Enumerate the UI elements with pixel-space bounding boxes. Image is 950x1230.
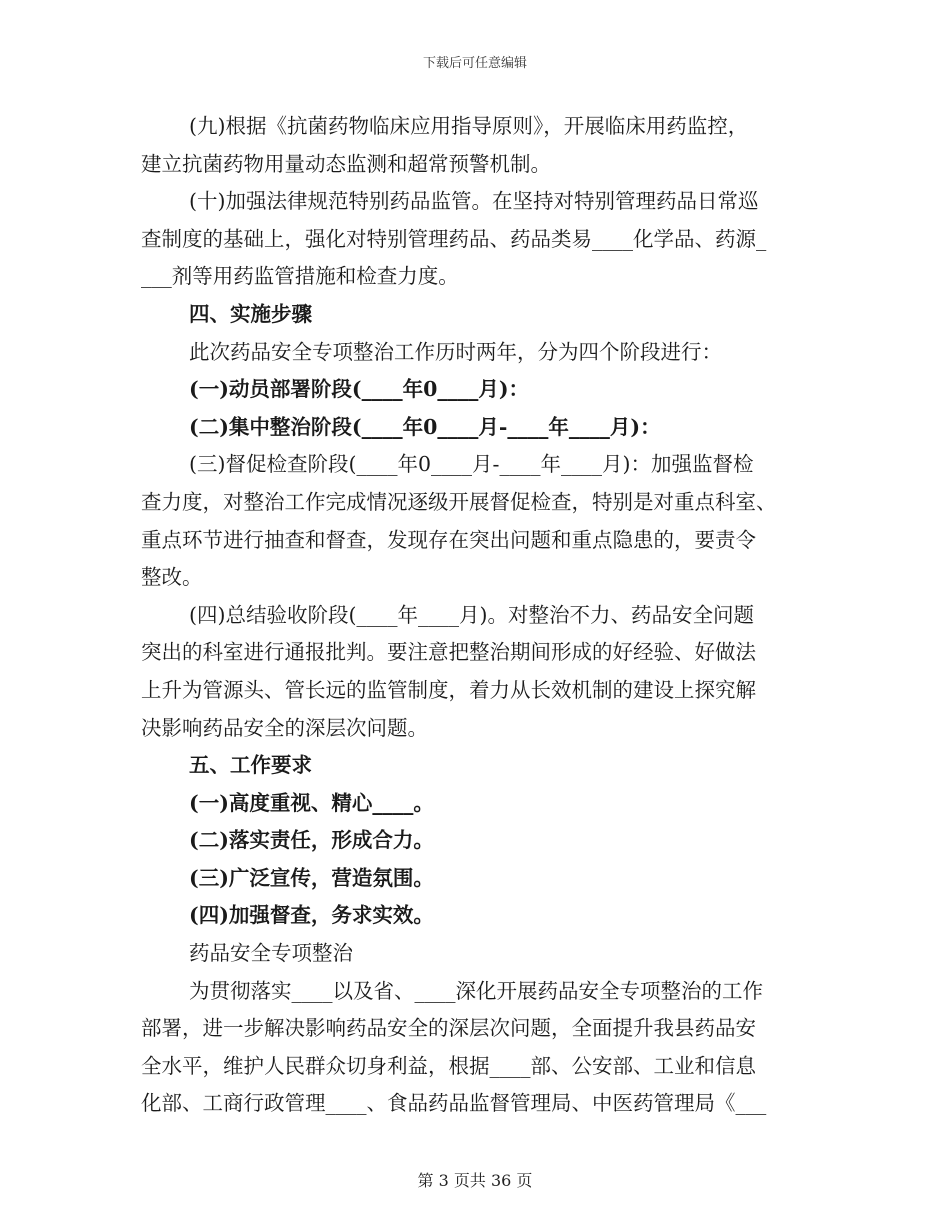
- paragraph-line: 建立抗菌药物用量动态监测和超常预警机制。: [141, 151, 551, 176]
- paragraph-line: (十)加强法律规范特别药品监管。在坚持对特别管理药品日常巡: [189, 189, 759, 214]
- section-heading-line: (四)加强督查，务求实效。: [189, 903, 434, 928]
- paragraph-line: (四)总结验收阶段(____年____月)。对整治不力、药品安全问题: [189, 602, 754, 627]
- paragraph-line: 查力度，对整治工作完成情况逐级开展督促检查，特别是对重点科室、: [141, 489, 777, 514]
- section-heading-line: (一)动员部署阶段(____年0____月)：: [189, 377, 530, 402]
- document-body: [141, 108, 809, 1123]
- paragraph-line: 重点环节进行抽查和督查，发现存在突出问题和重点隐患的，要责令: [141, 527, 756, 552]
- paragraph-line: 整改。: [141, 565, 203, 590]
- paragraph-line: 突出的科室进行通报批判。要注意把整治期间形成的好经验、好做法: [141, 640, 756, 665]
- paragraph-line: 部署，进一步解决影响药品安全的深层次问题，全面提升我县药品安: [141, 1016, 756, 1041]
- section-heading-line: 四、实施步骤: [189, 301, 312, 326]
- paragraph-line: ___剂等用药监管措施和检查力度。: [141, 264, 459, 289]
- paragraph-line: (三)督促检查阶段(____年0____月-____年____月)：加强监督检: [189, 452, 754, 477]
- paragraph-line: 决影响药品安全的深层次问题。: [141, 715, 428, 740]
- paragraph-line: 此次药品安全专项整治工作历时两年，分为四个阶段进行：: [189, 339, 722, 364]
- section-heading-line: (二)集中整治阶段(____年0____月-____年____月)：: [189, 414, 661, 439]
- paragraph-line: 上升为管源头、管长远的监管制度，着力从长效机制的建设上探究解: [141, 677, 756, 702]
- paragraph-line: 药品安全专项整治: [189, 941, 353, 966]
- section-heading-line: (三)广泛宣传，营造氛围。: [189, 865, 434, 890]
- section-heading-line: 五、工作要求: [189, 753, 312, 778]
- paragraph-line: 为贯彻落实____以及省、____深化开展药品安全专项整治的工作: [189, 978, 763, 1003]
- page-number: 第 3 页共 36 页: [417, 1171, 533, 1190]
- paragraph-line: 化部、工商行政管理____、食品药品监督管理局、中医药管理局《___: [141, 1091, 767, 1116]
- paragraph-line: 全水平，维护人民群众切身利益，根据____部、公安部、工业和信息: [141, 1053, 756, 1078]
- section-heading-line: (一)高度重视、精心____。: [189, 790, 434, 815]
- section-heading-line: (二)落实责任，形成合力。: [189, 828, 434, 853]
- page-header-note: 下载后可任意编辑: [422, 56, 527, 71]
- paragraph-line: 查制度的基础上，强化对特别管理药品、药品类易____化学品、药源_: [141, 226, 767, 251]
- paragraph-line: (九)根据《抗菌药物临床应用指导原则》，开展临床用药监控，: [189, 114, 749, 138]
